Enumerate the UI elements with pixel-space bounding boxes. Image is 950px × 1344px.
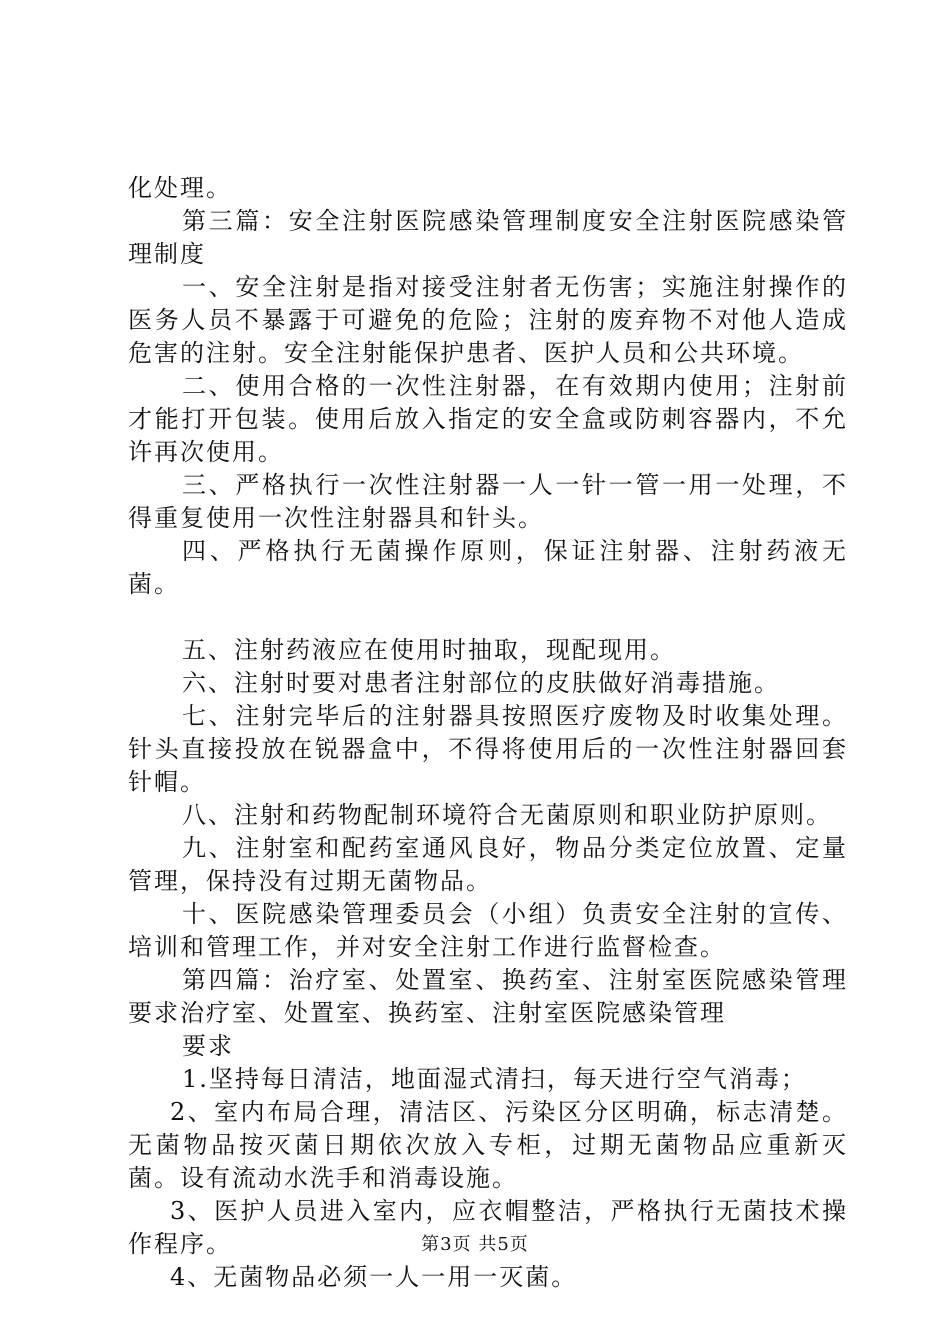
paragraph-item-9: 九、注射室和配药室通风良好，物品分类定位放置、定量管理，保持没有过期无菌物品。 [128,834,848,895]
section-heading-continuation: 要求 [182,1032,234,1060]
paragraph-continuation: 化处理。 [128,174,232,202]
requirement-item-2: 2、室内布局合理，清洁区、污染区分区明确，标志清楚。无菌物品按灭菌日期依次放入专柜，过期无菌物品应重新灭菌。设有流动水洗手和消毒设施。 [128,1098,848,1192]
requirement-item-1: 1.坚持每日清洁，地面湿式清扫，每天进行空气消毒； [182,1065,807,1093]
paragraph-item-4: 四、严格执行无菌操作原则，保证注射器、注射药液无菌。 [128,537,848,598]
paragraph-item-10: 十、医院感染管理委员会（小组）负责安全注射的宣传、培训和管理工作，并对安全注射工作进行监督检查。 [128,900,848,961]
section-heading-part-four: 第四篇：治疗室、处置室、换药室、注射室医院感染管理要求治疗室、处置室、换药室、注射室医院感染管理 [128,966,848,1027]
paragraph-item-6: 六、注射时要对患者注射部位的皮肤做好消毒措施。 [182,669,780,697]
section-heading-part-three: 第三篇：安全注射医院感染管理制度安全注射医院感染管理制度 [128,207,848,268]
requirement-item-4: 4、无菌物品必须一人一用一灭菌。 [170,1263,578,1291]
page-footer: 第3页 共5页 [421,1234,529,1255]
paragraph-item-3: 三、严格执行一次性注射器一人一针一管一用一处理，不得重复使用一次性注射器具和针头。 [128,471,848,532]
paragraph-item-1: 一、安全注射是指对接受注射者无伤害；实施注射操作的医务人员不暴露于可避免的危险；注射的废弃物不对他人造成危害的注射。安全注射能保护患者、医护人员和公共环境。 [128,273,848,367]
paragraph-item-2: 二、使用合格的一次性注射器，在有效期内使用；注射前才能打开包装。使用后放入指定的安全盒或防刺容器内，不允许再次使用。 [128,372,848,466]
paragraph-item-7: 七、注射完毕后的注射器具按照医疗废物及时收集处理。针头直接投放在锐器盒中，不得将使用后的一次性注射器回套针帽。 [128,702,848,796]
paragraph-item-5: 五、注射药液应在使用时抽取，现配现用。 [182,636,676,664]
document-body [128,172,848,1294]
paragraph-item-8: 八、注射和药物配制环境符合无菌原则和职业防护原则。 [182,801,832,829]
requirement-item-3: 3、医护人员进入室内，应衣帽整洁，严格执行无菌技术操作程序。 [128,1197,848,1258]
